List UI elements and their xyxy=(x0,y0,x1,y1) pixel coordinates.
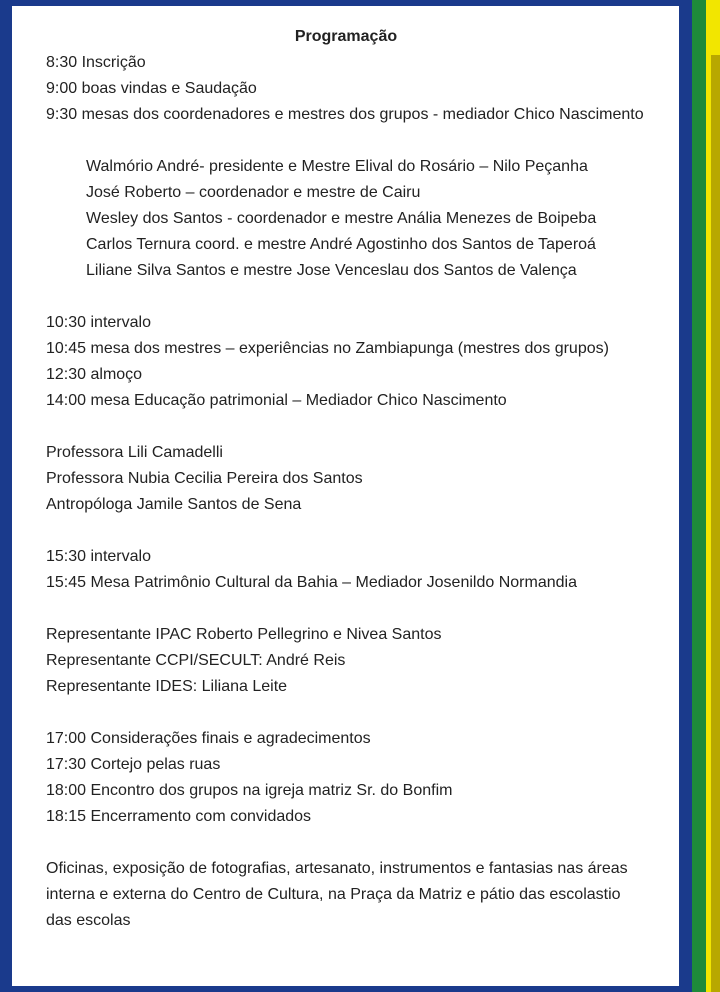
schedule-item: 10:30 intervalo xyxy=(46,314,151,331)
program-sheet xyxy=(12,6,679,986)
page-title: Programação xyxy=(294,28,398,45)
panel-member: José Roberto – coordenador e mestre de Cairu xyxy=(86,184,421,201)
schedule-item: 8:30 Inscrição xyxy=(46,54,146,71)
schedule-item: 17:30 Cortejo pelas ruas xyxy=(46,756,221,773)
schedule-item: 14:00 mesa Educação patrimonial – Mediador Chico Nascimento xyxy=(46,392,507,409)
panel-member: Professora Lili Camadelli xyxy=(46,444,223,461)
panel-member: Representante IDES: Liliana Leite xyxy=(46,678,288,695)
yellow-stripe-shade xyxy=(711,55,720,992)
panel-member: Wesley dos Santos - coordenador e mestre Anália Menezes de Boipeba xyxy=(86,210,597,227)
panel-member: Walmório André- presidente e Mestre Elival do Rosário – Nilo Peçanha xyxy=(86,158,588,175)
panel-member: Liliane Silva Santos e mestre Jose Venceslau dos Santos de Valença xyxy=(86,262,577,279)
panel-member: Representante IPAC Roberto Pellegrino e Nivea Santos xyxy=(46,626,442,643)
schedule-item: 9:00 boas vindas e Saudação xyxy=(46,80,257,97)
panel-member: Professora Nubia Cecilia Pereira dos Santos xyxy=(46,470,363,487)
panel-member: Carlos Ternura coord. e mestre André Agostinho dos Santos de Taperoá xyxy=(86,236,596,253)
schedule-item: 15:45 Mesa Patrimônio Cultural da Bahia – Mediador Josenildo Normandia xyxy=(46,574,577,591)
panel-member: Antropóloga Jamile Santos de Sena xyxy=(46,496,302,513)
schedule-item: 17:00 Considerações finais e agradecimentos xyxy=(46,730,371,747)
footer-note: Oficinas, exposição de fotografias, artesanato, instrumentos e fantasias nas áreas interna e externa do Centro de Cultura, na Praça da Matriz e pátio das escolastio das escolas xyxy=(46,860,628,929)
schedule-item: 10:45 mesa dos mestres – experiências no Zambiapunga (mestres dos grupos) xyxy=(46,340,609,357)
green-stripe xyxy=(692,0,706,992)
schedule-item: 18:15 Encerramento com convidados xyxy=(46,808,312,825)
schedule-item: 12:30 almoço xyxy=(46,366,143,383)
schedule-item: 18:00 Encontro dos grupos na igreja matriz Sr. do Bonfim xyxy=(46,782,453,799)
panel-member: Representante CCPI/SECULT: André Reis xyxy=(46,652,346,669)
schedule-item: 15:30 intervalo xyxy=(46,548,151,565)
schedule-item: 9:30 mesas dos coordenadores e mestres dos grupos - mediador Chico Nascimento xyxy=(46,106,644,123)
